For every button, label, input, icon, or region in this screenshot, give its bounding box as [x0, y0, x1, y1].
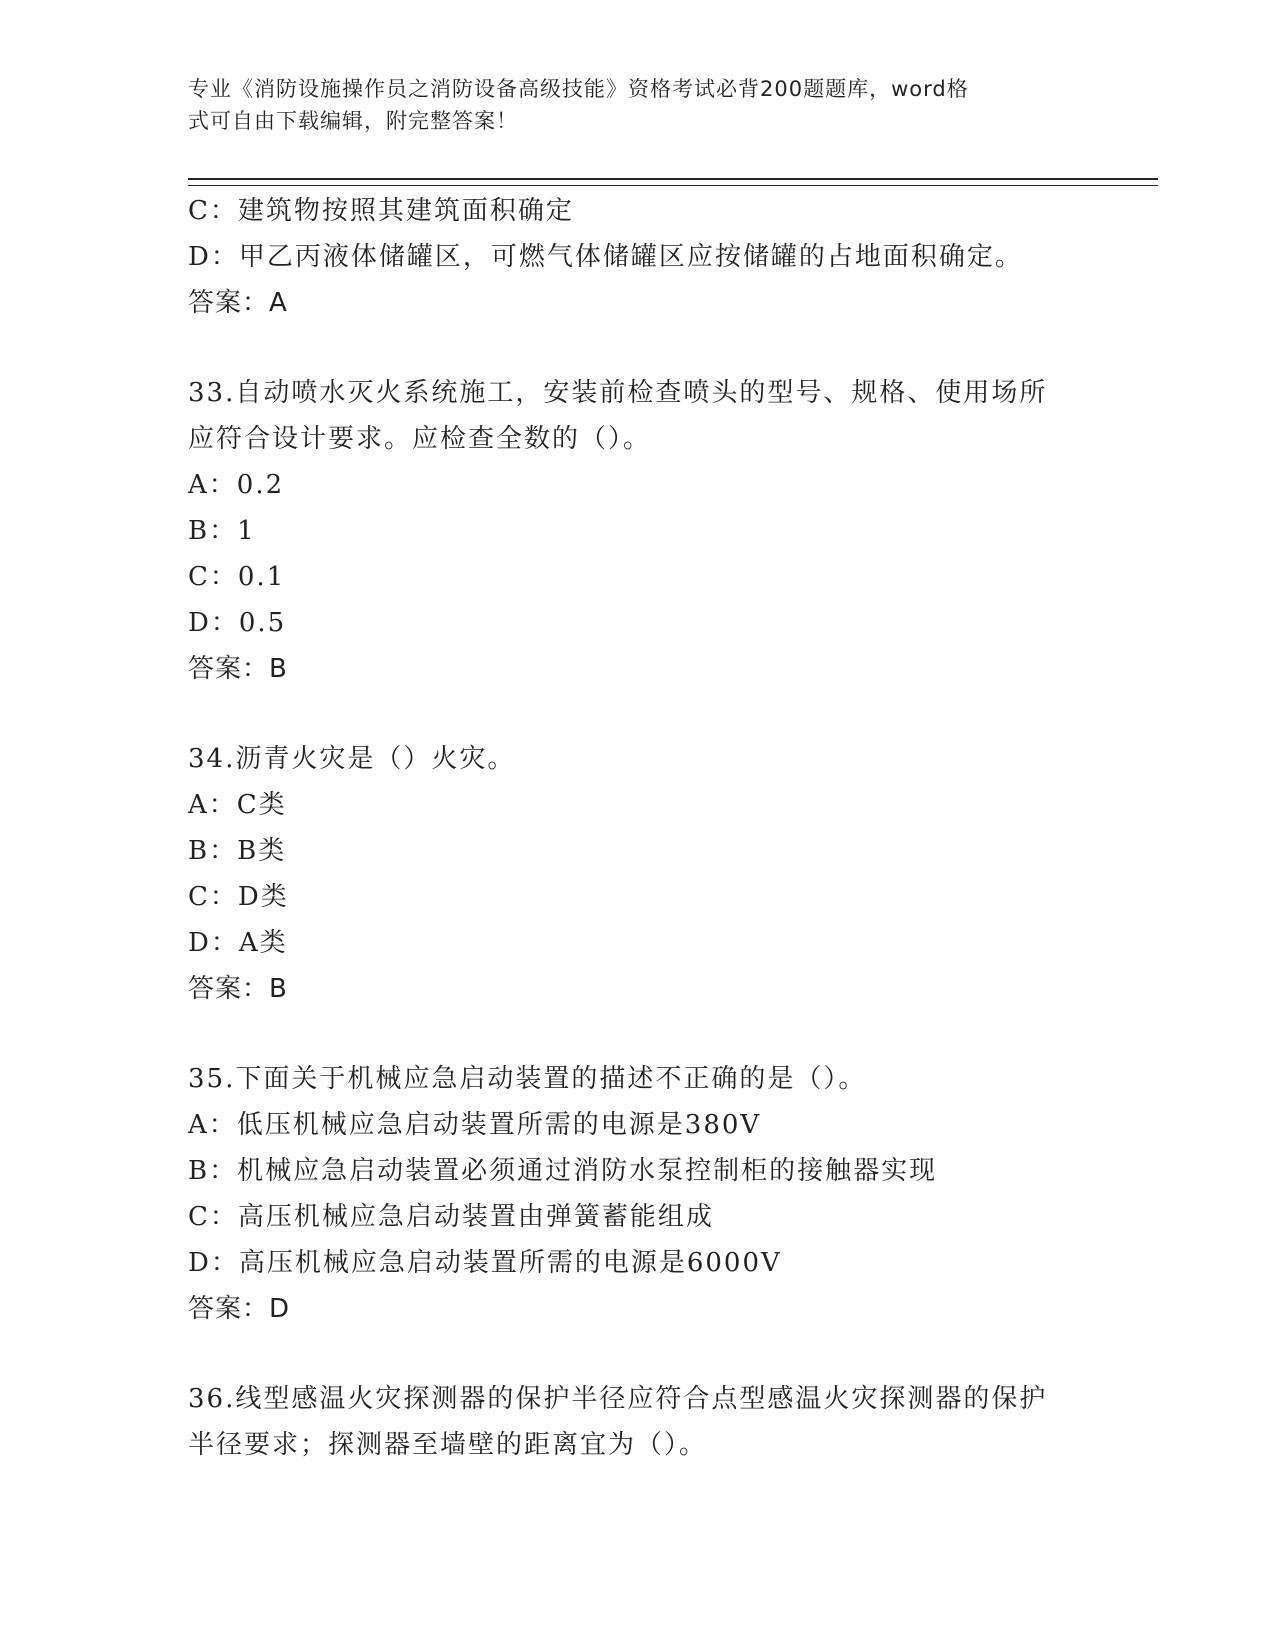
question-stem: 34.沥青火灾是（）火灾。	[188, 744, 516, 774]
answer-line: 答案：D	[188, 1294, 291, 1324]
option-d: D：A类	[188, 928, 288, 958]
question-block-33	[188, 370, 1088, 692]
option-a: A：低压机械应急启动装置所需的电源是380V	[188, 1110, 762, 1140]
header-divider	[188, 178, 1158, 186]
answer-line: 答案：A	[188, 288, 288, 318]
option-d: D：高压机械应急启动装置所需的电源是6000V	[188, 1248, 782, 1278]
header-line: 式可自由下载编辑，附完整答案！	[188, 109, 518, 133]
header-line: 专业《消防设施操作员之消防设备高级技能》资格考试必背200题题库，word格	[188, 77, 969, 101]
question-stem: 33.自动喷水灭火系统施工，安装前检查喷头的型号、规格、使用场所	[188, 378, 1048, 408]
question-stem: 36.线型感温火灾探测器的保护半径应符合点型感温火灾探测器的保护	[188, 1384, 1048, 1414]
question-block-32-tail	[188, 188, 1088, 326]
option-c: C：高压机械应急启动装置由弹簧蓄能组成	[188, 1202, 714, 1232]
question-block-36	[188, 1376, 1088, 1468]
option-d: D：甲乙丙液体储罐区，可燃气体储罐区应按储罐的占地面积确定。	[188, 242, 1023, 272]
option-b: B：1	[188, 516, 256, 546]
answer-line: 答案：B	[188, 654, 288, 684]
option-a: A：C类	[188, 790, 287, 820]
option-c: C：D类	[188, 882, 289, 912]
page-header	[188, 73, 1068, 137]
answer-line: 答案：B	[188, 974, 288, 1004]
question-stem: 半径要求；探测器至墙壁的距离宜为（）。	[188, 1430, 708, 1460]
question-stem: 35.下面关于机械应急启动装置的描述不正确的是（）。	[188, 1064, 867, 1094]
option-c: C：0.1	[188, 562, 286, 592]
question-stem: 应符合设计要求。应检查全数的（）。	[188, 424, 652, 454]
option-b: B：B类	[188, 836, 287, 866]
option-d: D：0.5	[188, 608, 287, 638]
question-block-35	[188, 1056, 1088, 1332]
option-b: B：机械应急启动装置必须通过消防水泵控制柜的接触器实现	[188, 1156, 938, 1186]
question-block-34	[188, 736, 1088, 1012]
question-content	[188, 188, 1088, 1468]
option-c: C：建筑物按照其建筑面积确定	[188, 196, 574, 226]
option-a: A：0.2	[188, 470, 285, 500]
